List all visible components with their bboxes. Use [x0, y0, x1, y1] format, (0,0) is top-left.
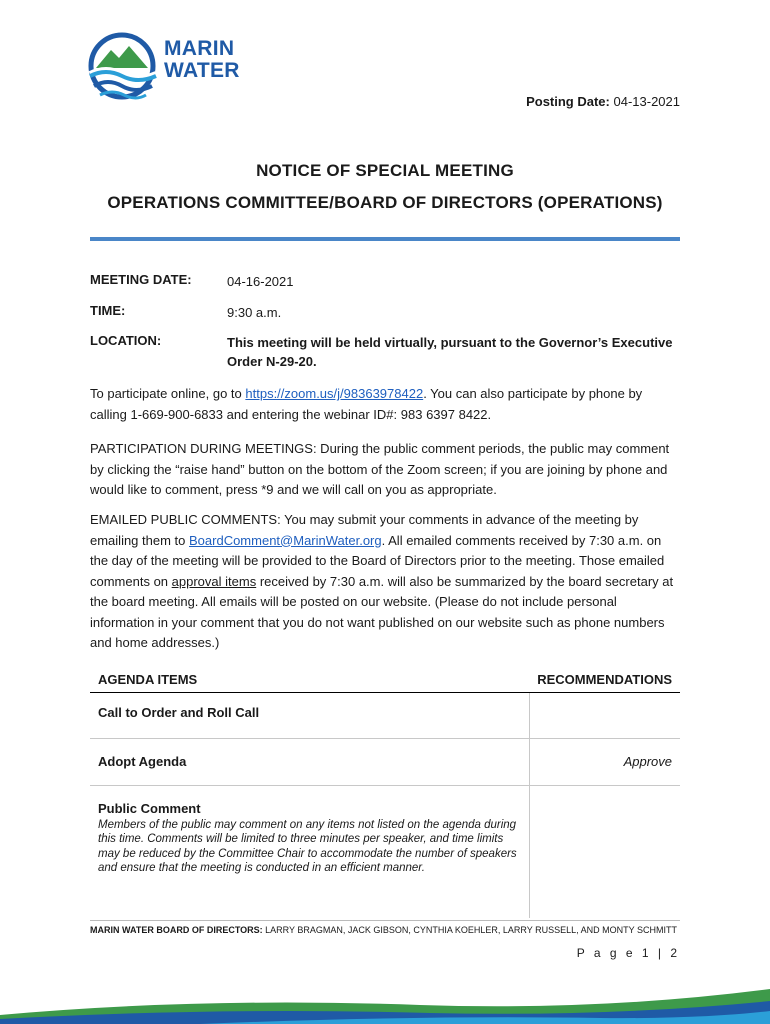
agenda-header [90, 670, 680, 693]
agenda-item-title: Call to Order and Roll Call [98, 705, 260, 720]
participate-paragraph [90, 384, 682, 425]
emailed-part-1: EMAILED PUBLIC COMMENTS: You may submit your comments in advance of the meeting by emailing them to [90, 512, 639, 548]
board-comment-email-link[interactable]: BoardComment@MarinWater.org [189, 532, 382, 548]
agenda-row-divider [90, 738, 680, 739]
meeting-time-value: 9:30 a.m. [227, 305, 282, 320]
agenda-row-divider [90, 785, 680, 786]
footer-wave-decoration [0, 985, 770, 1024]
participate-pre: To participate online, go to [90, 386, 246, 401]
participation-label: PARTICIPATION DURING MEETINGS: [90, 441, 317, 456]
marin-water-logo [86, 32, 276, 102]
meeting-location-label: LOCATION: [90, 333, 162, 348]
page-title-line-2: OPERATIONS COMMITTEE/BOARD OF DIRECTORS (OPERATIONS) [107, 193, 663, 212]
posting-date-value: 04-13-2021 [613, 94, 680, 109]
mountain-wave-logo-icon [86, 32, 160, 102]
emailed-part-2: . All emailed comments received by 7:30 a.m. on the day of the meeting will be provided to the Board of Directors prior to the meeting. Those emailed comments on [90, 532, 665, 589]
emailed-comments-paragraph [90, 510, 682, 654]
logo-line-2: WATER [164, 59, 240, 82]
agenda-item-title: Adopt Agenda [98, 754, 187, 769]
recommendations-header: RECOMMENDATIONS [537, 672, 672, 687]
page-number: P a g e 1 | 2 [576, 946, 680, 960]
board-footer [90, 920, 680, 935]
posting-date [526, 94, 680, 109]
agenda-table [90, 670, 680, 918]
agenda-column-divider [529, 693, 530, 918]
board-members-names: LARRY BRAGMAN, JACK GIBSON, CYNTHIA KOEHLER, LARRY RUSSELL, AND MONTY SCHMITT [262, 925, 677, 935]
meeting-location-value: This meeting will be held virtually, pursuant to the Governor’s Executive Order N-29-20. [227, 335, 673, 369]
public-comment-description: Members of the public may comment on any items not listed on the agenda during this time. Comments will be limited to three minutes per speaker, and time limits may be reduced by the Committee Chair to accommodate the number of speakers and ensure that the meeting is conducted in an efficient manner. [98, 819, 517, 874]
board-members-line [90, 925, 680, 935]
approval-items-text: approval items [171, 573, 257, 589]
participation-text: During the public comment periods, the public may comment by clicking the “raise hand” button on the bottom of the Zoom screen; if you are joining by phone and would like to comment, press *9 and we will call on you as appropriate. [90, 441, 670, 497]
meeting-date-label: MEETING DATE: [90, 272, 192, 287]
agenda-items-header: AGENDA ITEMS [98, 672, 198, 687]
emailed-part-3: received by 7:30 a.m. will also be summarized by the board secretary at the board meeting. All emails will be posted on our website. (Please do not include personal information in your comment that you do not want published on our website such as phone numbers and home addresses.) [90, 573, 674, 650]
board-members-label: MARIN WATER BOARD OF DIRECTORS: [90, 925, 263, 935]
participate-post: . You can also participate by phone by calling 1-669-900-6833 and entering the webinar ID#: 983 6397 8422. [90, 386, 643, 422]
participation-paragraph [90, 439, 682, 501]
meeting-date-value: 04-16-2021 [227, 274, 294, 289]
logo-wordmark [164, 38, 240, 82]
page-title-line-1: NOTICE OF SPECIAL MEETING [256, 161, 514, 180]
meeting-time-label: TIME: [90, 303, 126, 318]
title-divider [90, 237, 680, 241]
agenda-item-recommendation: Approve [623, 754, 672, 769]
logo-line-1: MARIN [164, 37, 235, 60]
posting-date-label: Posting Date: [526, 94, 610, 109]
agenda-item-title: Public Comment [98, 801, 201, 816]
zoom-link[interactable]: https://zoom.us/j/98363978422 [245, 386, 424, 401]
